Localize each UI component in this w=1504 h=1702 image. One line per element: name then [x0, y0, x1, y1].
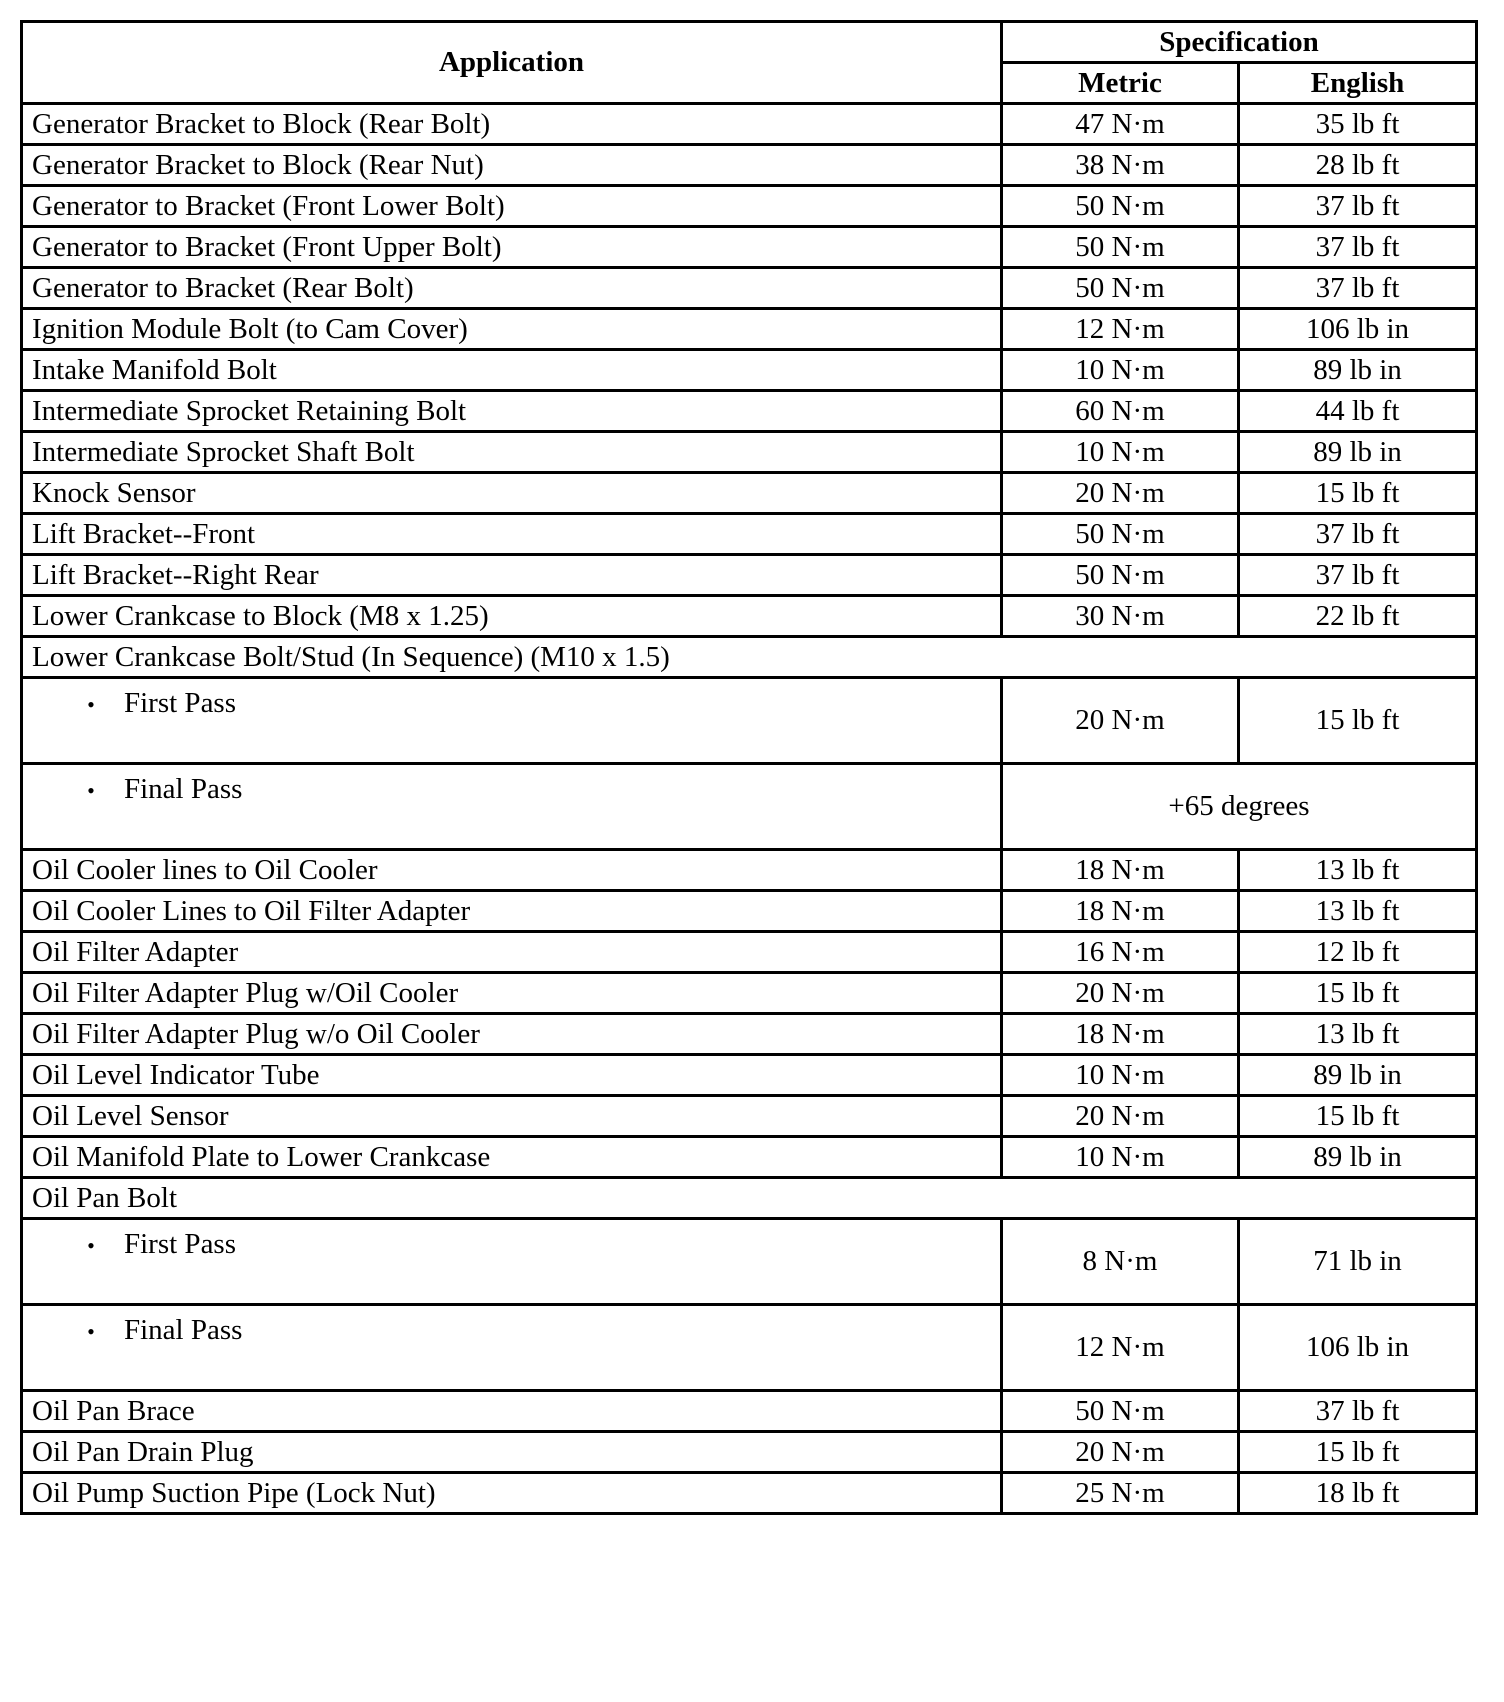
- table-row: [22, 1055, 1477, 1096]
- table-row: [22, 268, 1477, 309]
- metric-cell: 50 N·m: [1002, 268, 1239, 309]
- application-cell: Ignition Module Bolt (to Cam Cover): [22, 309, 1002, 350]
- application-cell: Oil Pump Suction Pipe (Lock Nut): [22, 1473, 1002, 1514]
- english-cell: 89 lb in: [1239, 1055, 1477, 1096]
- metric-cell: 47 N·m: [1002, 104, 1239, 145]
- english-cell: 28 lb ft: [1239, 145, 1477, 186]
- column-header-specification: Specification: [1002, 22, 1477, 63]
- application-cell: [22, 678, 1002, 764]
- application-cell: Lift Bracket--Right Rear: [22, 555, 1002, 596]
- english-cell: 37 lb ft: [1239, 186, 1477, 227]
- table-row: [22, 1137, 1477, 1178]
- table-row: [22, 596, 1477, 637]
- english-cell: 71 lb in: [1239, 1219, 1477, 1305]
- application-cell: Generator Bracket to Block (Rear Nut): [22, 145, 1002, 186]
- table-row: [22, 473, 1477, 514]
- table-row: [22, 891, 1477, 932]
- table-row: [22, 350, 1477, 391]
- metric-cell: 10 N·m: [1002, 432, 1239, 473]
- metric-cell: 10 N·m: [1002, 1137, 1239, 1178]
- bullet-glyph: •: [87, 778, 95, 803]
- sub-step-label: Final Pass: [124, 773, 243, 805]
- bullet-marker: [32, 1314, 124, 1347]
- application-cell: [22, 1219, 1002, 1305]
- table-row: [22, 1014, 1477, 1055]
- application-cell: Generator to Bracket (Front Upper Bolt): [22, 227, 1002, 268]
- english-cell: 15 lb ft: [1239, 973, 1477, 1014]
- table-row: [22, 1432, 1477, 1473]
- table-row: [22, 514, 1477, 555]
- application-cell: Intermediate Sprocket Retaining Bolt: [22, 391, 1002, 432]
- table-body: [22, 104, 1477, 1514]
- english-cell: 106 lb in: [1239, 309, 1477, 350]
- bullet-glyph: •: [87, 692, 95, 717]
- table-row: [22, 145, 1477, 186]
- english-cell: 13 lb ft: [1239, 1014, 1477, 1055]
- english-cell: 15 lb ft: [1239, 678, 1477, 764]
- metric-cell: 20 N·m: [1002, 678, 1239, 764]
- english-cell: 12 lb ft: [1239, 932, 1477, 973]
- metric-cell: 20 N·m: [1002, 973, 1239, 1014]
- table-row: [22, 1219, 1477, 1305]
- spec-span-cell: +65 degrees: [1002, 764, 1477, 850]
- metric-cell: 50 N·m: [1002, 227, 1239, 268]
- english-cell: 89 lb in: [1239, 350, 1477, 391]
- table-row: [22, 391, 1477, 432]
- metric-cell: 8 N·m: [1002, 1219, 1239, 1305]
- metric-cell: 50 N·m: [1002, 555, 1239, 596]
- english-cell: 37 lb ft: [1239, 514, 1477, 555]
- sub-step-label: Final Pass: [124, 1314, 243, 1346]
- table-row: [22, 764, 1477, 850]
- english-cell: 44 lb ft: [1239, 391, 1477, 432]
- application-cell: [22, 1305, 1002, 1391]
- application-cell: Oil Pan Drain Plug: [22, 1432, 1002, 1473]
- metric-cell: 20 N·m: [1002, 473, 1239, 514]
- bullet-marker: [32, 773, 124, 806]
- english-cell: 37 lb ft: [1239, 555, 1477, 596]
- table-row: [22, 1391, 1477, 1432]
- application-cell: Oil Filter Adapter: [22, 932, 1002, 973]
- metric-cell: 50 N·m: [1002, 1391, 1239, 1432]
- application-cell: Oil Manifold Plate to Lower Crankcase: [22, 1137, 1002, 1178]
- metric-cell: 12 N·m: [1002, 309, 1239, 350]
- english-cell: 13 lb ft: [1239, 850, 1477, 891]
- application-cell: Generator to Bracket (Rear Bolt): [22, 268, 1002, 309]
- table-row: [22, 104, 1477, 145]
- bullet-marker: [32, 1228, 124, 1261]
- english-cell: 89 lb in: [1239, 1137, 1477, 1178]
- english-cell: 13 lb ft: [1239, 891, 1477, 932]
- sub-step-label: First Pass: [124, 687, 237, 719]
- metric-cell: 12 N·m: [1002, 1305, 1239, 1391]
- sub-step-label: First Pass: [124, 1228, 237, 1260]
- metric-cell: 16 N·m: [1002, 932, 1239, 973]
- application-cell: Oil Pan Brace: [22, 1391, 1002, 1432]
- application-cell: Lower Crankcase to Block (M8 x 1.25): [22, 596, 1002, 637]
- application-cell: Lift Bracket--Front: [22, 514, 1002, 555]
- table-row: [22, 1096, 1477, 1137]
- bullet-glyph: •: [87, 1233, 95, 1258]
- group-heading-cell: Lower Crankcase Bolt/Stud (In Sequence) (M10 x 1.5): [22, 637, 1477, 678]
- metric-cell: 50 N·m: [1002, 514, 1239, 555]
- table-row: [22, 1178, 1477, 1219]
- table-row: [22, 932, 1477, 973]
- metric-cell: 50 N·m: [1002, 186, 1239, 227]
- metric-cell: 20 N·m: [1002, 1432, 1239, 1473]
- metric-cell: 18 N·m: [1002, 891, 1239, 932]
- application-cell: Oil Filter Adapter Plug w/Oil Cooler: [22, 973, 1002, 1014]
- table-header: [22, 22, 1477, 104]
- metric-cell: 20 N·m: [1002, 1096, 1239, 1137]
- table-row: [22, 678, 1477, 764]
- bullet-glyph: •: [87, 1319, 95, 1344]
- metric-cell: 18 N·m: [1002, 850, 1239, 891]
- english-cell: 37 lb ft: [1239, 1391, 1477, 1432]
- english-cell: 15 lb ft: [1239, 1432, 1477, 1473]
- table-row: [22, 637, 1477, 678]
- english-cell: 15 lb ft: [1239, 473, 1477, 514]
- group-heading-cell: Oil Pan Bolt: [22, 1178, 1477, 1219]
- table-row: [22, 555, 1477, 596]
- table-row: [22, 186, 1477, 227]
- metric-cell: 18 N·m: [1002, 1014, 1239, 1055]
- metric-cell: 38 N·m: [1002, 145, 1239, 186]
- application-cell: Oil Filter Adapter Plug w/o Oil Cooler: [22, 1014, 1002, 1055]
- table-row: [22, 1305, 1477, 1391]
- application-cell: Generator to Bracket (Front Lower Bolt): [22, 186, 1002, 227]
- application-cell: Oil Cooler lines to Oil Cooler: [22, 850, 1002, 891]
- metric-cell: 25 N·m: [1002, 1473, 1239, 1514]
- application-cell: Intermediate Sprocket Shaft Bolt: [22, 432, 1002, 473]
- table-row: [22, 309, 1477, 350]
- column-header-metric: Metric: [1002, 63, 1239, 104]
- column-header-english: English: [1239, 63, 1477, 104]
- english-cell: 106 lb in: [1239, 1305, 1477, 1391]
- table-row: [22, 227, 1477, 268]
- application-cell: Oil Level Indicator Tube: [22, 1055, 1002, 1096]
- application-cell: Generator Bracket to Block (Rear Bolt): [22, 104, 1002, 145]
- metric-cell: 10 N·m: [1002, 350, 1239, 391]
- bullet-marker: [32, 687, 124, 720]
- metric-cell: 10 N·m: [1002, 1055, 1239, 1096]
- application-cell: Oil Level Sensor: [22, 1096, 1002, 1137]
- english-cell: 22 lb ft: [1239, 596, 1477, 637]
- application-cell: Oil Cooler Lines to Oil Filter Adapter: [22, 891, 1002, 932]
- table-row: [22, 432, 1477, 473]
- english-cell: 18 lb ft: [1239, 1473, 1477, 1514]
- english-cell: 89 lb in: [1239, 432, 1477, 473]
- table-row: [22, 973, 1477, 1014]
- table-row: [22, 1473, 1477, 1514]
- torque-spec-table: [20, 20, 1478, 1515]
- metric-cell: 60 N·m: [1002, 391, 1239, 432]
- metric-cell: 30 N·m: [1002, 596, 1239, 637]
- application-cell: [22, 764, 1002, 850]
- english-cell: 35 lb ft: [1239, 104, 1477, 145]
- english-cell: 37 lb ft: [1239, 268, 1477, 309]
- application-cell: Intake Manifold Bolt: [22, 350, 1002, 391]
- english-cell: 37 lb ft: [1239, 227, 1477, 268]
- column-header-application: Application: [22, 22, 1002, 104]
- english-cell: 15 lb ft: [1239, 1096, 1477, 1137]
- application-cell: Knock Sensor: [22, 473, 1002, 514]
- table-row: [22, 850, 1477, 891]
